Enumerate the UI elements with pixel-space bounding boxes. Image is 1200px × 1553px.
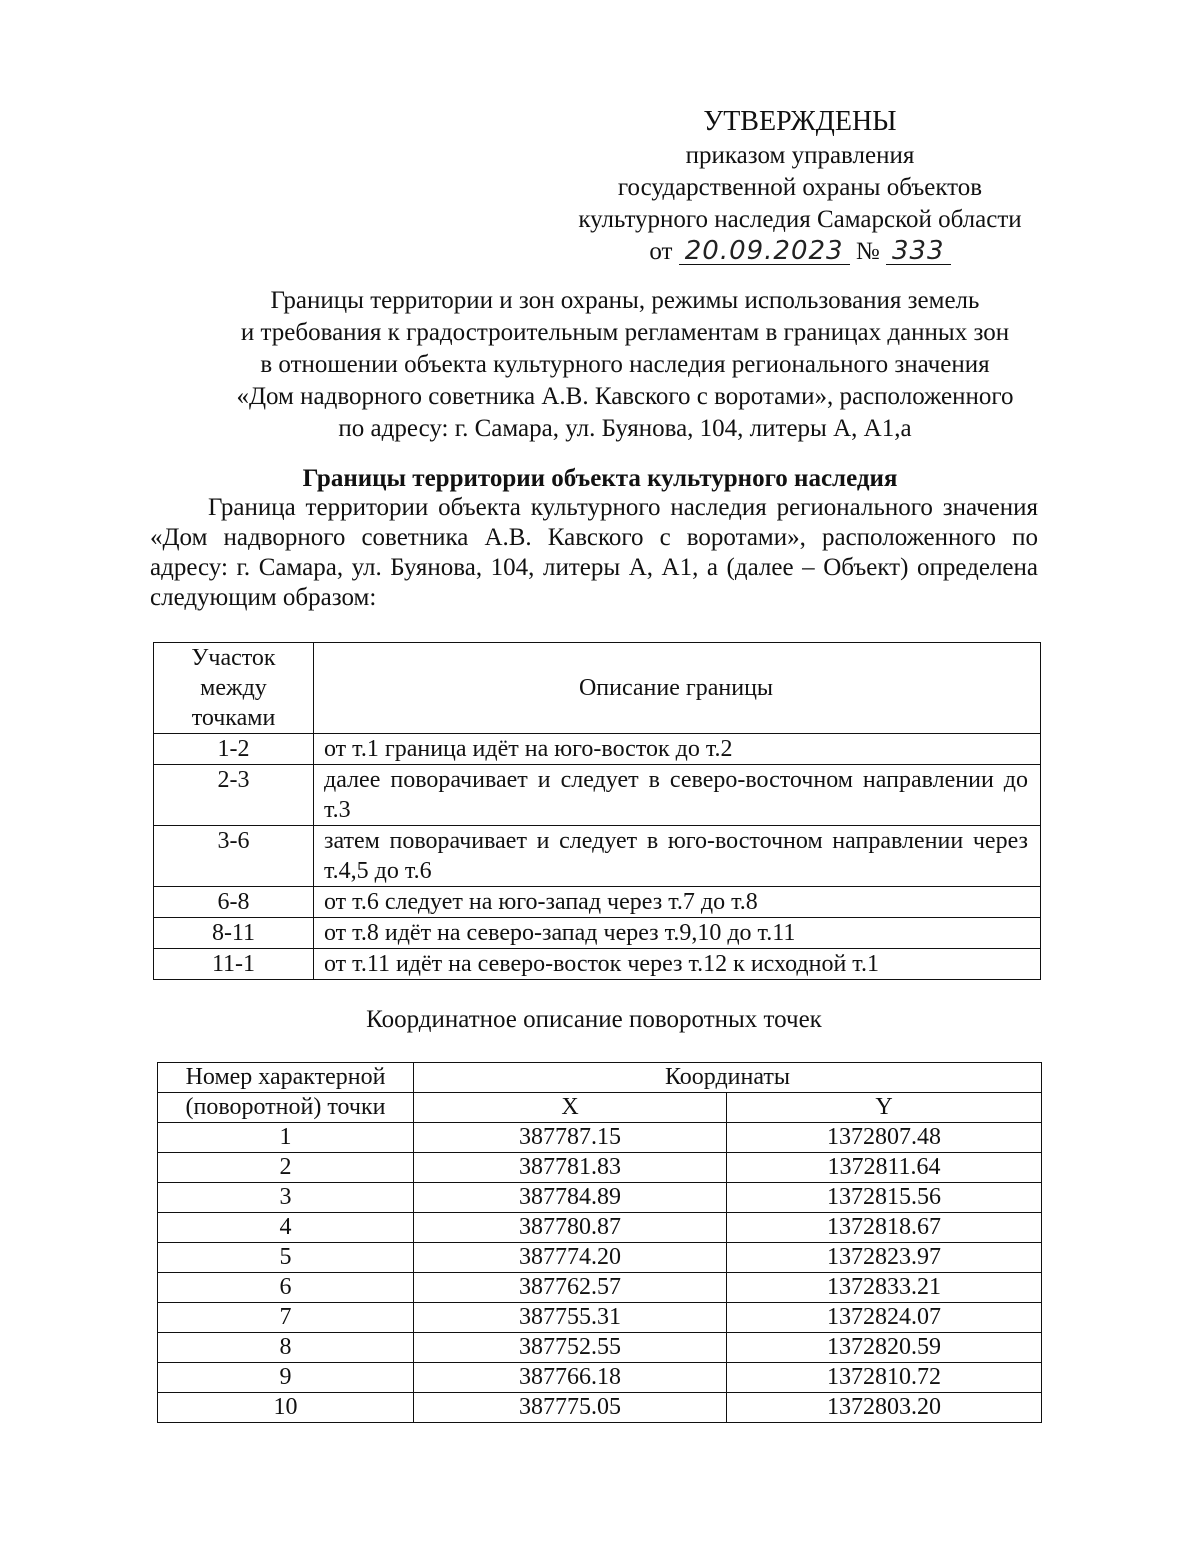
y-value: 1372823.97 xyxy=(727,1243,1042,1273)
approval-line-3: культурного наследия Самарской области xyxy=(578,206,1022,233)
y-value: 1372811.64 xyxy=(727,1153,1042,1183)
title-line-2: и требования к градостроительным регламентам в границах данных зон xyxy=(240,319,1010,346)
handwritten-number: 333 xyxy=(886,238,951,265)
approval-block xyxy=(560,104,1040,268)
x-value: 387752.55 xyxy=(414,1333,727,1363)
segment-cell: 2-3 xyxy=(154,765,314,826)
coords-header-row xyxy=(158,1063,1042,1093)
table-row xyxy=(158,1183,1042,1213)
coords-heading: Координатное описание поворотных точек xyxy=(366,1006,822,1033)
segment-cell: 8-11 xyxy=(154,918,314,949)
table-row xyxy=(158,1273,1042,1303)
document-title xyxy=(150,285,1100,445)
point-number: 10 xyxy=(158,1393,414,1423)
table-row xyxy=(154,949,1041,980)
table-row xyxy=(154,887,1041,918)
table-row xyxy=(154,826,1041,887)
table-header-row xyxy=(154,643,1041,734)
title-line-3: в отношении объекта культурного наследия регионального значения xyxy=(260,351,990,378)
description-cell: от т.8 идёт на северо-запад через т.9,10 до т.11 xyxy=(314,918,1041,949)
approval-line-2: государственной охраны объектов xyxy=(617,174,983,201)
from-label: от xyxy=(649,238,673,265)
x-value: 387775.05 xyxy=(414,1393,727,1423)
approval-date-number xyxy=(560,236,1040,268)
table-row xyxy=(154,765,1041,826)
point-number: 4 xyxy=(158,1213,414,1243)
point-number: 6 xyxy=(158,1273,414,1303)
header-segment: Участок между точками xyxy=(154,643,314,734)
table-row xyxy=(158,1213,1042,1243)
y-value: 1372807.48 xyxy=(727,1123,1042,1153)
handwritten-date: 20.09.2023 xyxy=(679,238,850,265)
header-point-line-1: Номер характерной xyxy=(158,1063,414,1093)
header-x: X xyxy=(414,1093,727,1123)
x-value: 387774.20 xyxy=(414,1243,727,1273)
point-number: 3 xyxy=(158,1183,414,1213)
section-paragraph: Граница территории объекта культурного наследия регионального значения «Дом надворного советника А.В. Кавского с воротами», расположенного по адресу: г. Самара, ул. Буянова, 104, литеры А, А1, а (далее – Объект) определена следующим образом: xyxy=(150,494,1038,611)
coords-header-row xyxy=(158,1093,1042,1123)
y-value: 1372810.72 xyxy=(727,1363,1042,1393)
x-value: 387784.89 xyxy=(414,1183,727,1213)
point-number: 1 xyxy=(158,1123,414,1153)
point-number: 8 xyxy=(158,1333,414,1363)
approval-heading: УТВЕРЖДЕНЫ xyxy=(703,106,897,137)
section-heading: Границы территории объекта культурного наследия xyxy=(302,465,898,492)
number-label: № xyxy=(855,238,880,265)
table-row xyxy=(158,1123,1042,1153)
boundary-table xyxy=(153,642,1041,980)
segment-cell: 1-2 xyxy=(154,734,314,765)
table-row xyxy=(158,1303,1042,1333)
point-number: 5 xyxy=(158,1243,414,1273)
segment-cell: 11-1 xyxy=(154,949,314,980)
title-line-1: Границы территории и зон охраны, режимы использования земель xyxy=(270,287,980,314)
description-cell: от т.1 граница идёт на юго-восток до т.2 xyxy=(314,734,1041,765)
segment-cell: 3-6 xyxy=(154,826,314,887)
description-cell: затем поворачивает и следует в юго-восточном направлении через т.4,5 до т.6 xyxy=(314,826,1041,887)
y-value: 1372820.59 xyxy=(727,1333,1042,1363)
title-line-4: «Дом надворного советника А.В. Кавского с воротами», расположенного xyxy=(236,383,1014,410)
x-value: 387766.18 xyxy=(414,1363,727,1393)
point-number: 2 xyxy=(158,1153,414,1183)
table-row xyxy=(154,918,1041,949)
y-value: 1372803.20 xyxy=(727,1393,1042,1423)
table-row xyxy=(158,1153,1042,1183)
x-value: 387762.57 xyxy=(414,1273,727,1303)
y-value: 1372833.21 xyxy=(727,1273,1042,1303)
header-coords: Координаты xyxy=(414,1063,1042,1093)
y-value: 1372824.07 xyxy=(727,1303,1042,1333)
y-value: 1372818.67 xyxy=(727,1213,1042,1243)
table-row xyxy=(154,734,1041,765)
description-cell: от т.6 следует на юго-запад через т.7 до т.8 xyxy=(314,887,1041,918)
header-description: Описание границы xyxy=(314,643,1041,734)
y-value: 1372815.56 xyxy=(727,1183,1042,1213)
x-value: 387755.31 xyxy=(414,1303,727,1333)
description-cell: далее поворачивает и следует в северо-восточном направлении до т.3 xyxy=(314,765,1041,826)
x-value: 387781.83 xyxy=(414,1153,727,1183)
table-row xyxy=(158,1363,1042,1393)
table-row xyxy=(158,1393,1042,1423)
x-value: 387787.15 xyxy=(414,1123,727,1153)
segment-cell: 6-8 xyxy=(154,887,314,918)
point-number: 7 xyxy=(158,1303,414,1333)
x-value: 387780.87 xyxy=(414,1213,727,1243)
table-row xyxy=(158,1243,1042,1273)
header-point-line-2: (поворотной) точки xyxy=(158,1093,414,1123)
header-y: Y xyxy=(727,1093,1042,1123)
table-row xyxy=(158,1333,1042,1363)
coords-table xyxy=(157,1062,1042,1423)
title-line-5: по адресу: г. Самара, ул. Буянова, 104, литеры А, А1,а xyxy=(338,415,912,442)
description-cell: от т.11 идёт на северо-восток через т.12 к исходной т.1 xyxy=(314,949,1041,980)
approval-line-1: приказом управления xyxy=(685,142,915,169)
point-number: 9 xyxy=(158,1363,414,1393)
